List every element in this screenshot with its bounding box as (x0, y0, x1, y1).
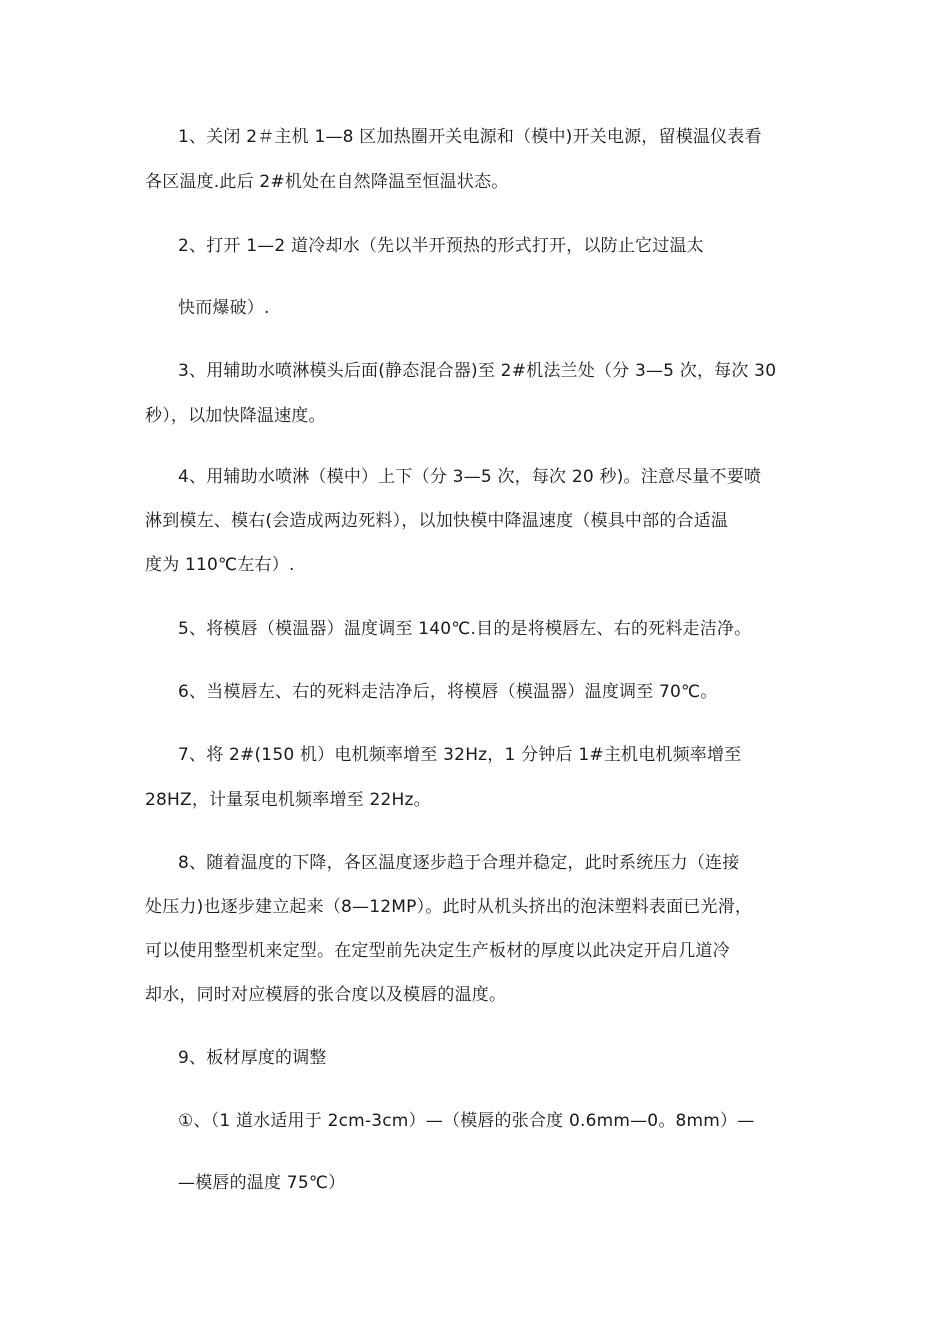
step-8-line-2: 处压力)也逐步建立起来（8—12MP）。此时从机头挤出的泡沫塑料表面已光滑， (145, 897, 753, 917)
step-9-item-1-line-1: ①、（1 道水适用于 2cm-3cm）—（模唇的张合度 0.6mm—0。8mm）— (178, 1111, 755, 1131)
step-7-line-2: 28HZ，计量泵电机频率增至 22Hz。 (145, 790, 431, 810)
step-4-line-2: 淋到模左、模右(会造成两边死料），以加快模中降温速度（模具中部的合适温 (145, 511, 729, 531)
step-2-line-2: 快而爆破）. (178, 298, 270, 318)
step-6-line-1: 6、当模唇左、右的死料走洁净后，将模唇（模温器）温度调至 70℃。 (178, 682, 718, 702)
step-3-line-2: 秒），以加快降温速度。 (145, 406, 326, 426)
step-7-line-1: 7、将 2#(150 机）电机频率增至 32Hz，1 分钟后 1#主机电机频率增至 (178, 745, 742, 765)
step-9-heading: 9、板材厚度的调整 (178, 1048, 327, 1068)
step-8-line-4: 却水，同时对应模唇的张合度以及模唇的温度。 (145, 985, 507, 1005)
step-9-item-1-line-2: —模唇的温度 75℃） (178, 1173, 346, 1193)
step-3-line-1: 3、用辅助水喷淋模头后面(静态混合器)至 2#机法兰处（分 3—5 次，每次 30 (178, 361, 777, 381)
step-1-line-2: 各区温度.此后 2#机处在自然降温至恒温状态。 (145, 172, 509, 192)
step-4-line-1: 4、用辅助水喷淋（模中）上下（分 3—5 次，每次 20 秒)。注意尽量不要喷 (178, 467, 762, 487)
step-4-line-3: 度为 110℃左右）. (145, 555, 295, 575)
step-1-line-1: 1、关闭 2＃主机 1—8 区加热圈开关电源和（模中)开关电源，留模温仪表看 (178, 127, 762, 147)
step-5-line-1: 5、将模唇（模温器）温度调至 140℃.目的是将模唇左、右的死料走洁净。 (178, 619, 752, 639)
step-8-line-1: 8、随着温度的下降，各区温度逐步趋于合理并稳定，此时系统压力（连接 (178, 853, 740, 873)
step-8-line-3: 可以使用整型机来定型。在定型前先决定生产板材的厚度以此决定开启几道冷 (145, 941, 730, 961)
step-2-line-1: 2、打开 1—2 道冷却水（先以半开预热的形式打开，以防止它过温太 (178, 236, 704, 256)
